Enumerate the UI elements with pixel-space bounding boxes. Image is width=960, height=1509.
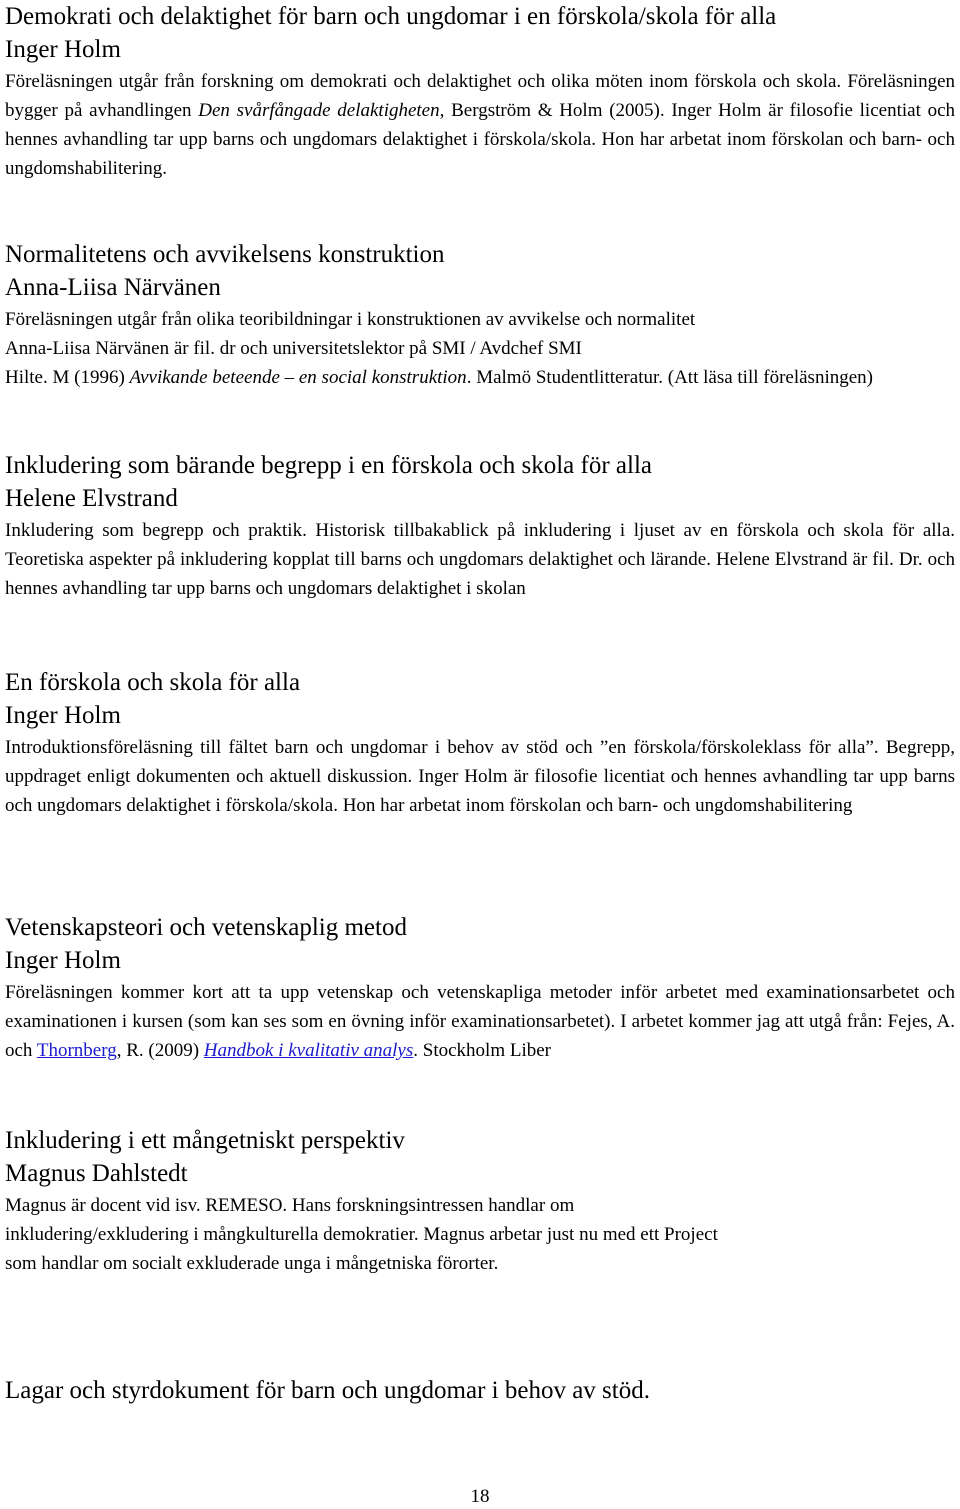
section-title: En förskola och skola för alla <box>5 669 301 696</box>
section-text: Magnus är docent vid isv. REMESO. Hans forskningsintressen handlar om inkludering/exkludering i mångkulturella demokratier. Magnus arbetar just nu med ett Project som handlar om socialt exkluderade unga i mångetniska förorter. <box>5 1195 718 1274</box>
section-text: Föreläsningen utgår från forskning om demokrati och delaktighet och olika möten inom förskola och skola. Föreläsningen bygger på avhandlingen Den svårfångade delaktigheten, Bergström & Holm (2005). Inger Holm är filosofie licentiat och hennes avhandling tar upp barns och ungdomars delaktighet i förskola/skola. Hon har arbetat inom förskolan och barn- och ungdomshabilitering. <box>5 71 956 179</box>
section-author: Inger Holm <box>5 36 121 63</box>
section-title: Normalitetens och avvikelsens konstruktion <box>5 241 445 268</box>
section-demokrati <box>5 0 955 183</box>
section-author: Inger Holm <box>5 947 121 974</box>
section-text: Inkludering som begrepp och praktik. Historisk tillbakablick på inkludering i ljuset av en förskola och skola för alla. Teoretiska aspekter på inkludering kopplat till barns och ungdomars delaktighet och lärande. Helene Elvstrand är fil. Dr. och hennes avhandling tar upp barns och ungdomars delaktighet i skolan <box>5 520 955 599</box>
section-title: Vetenskapsteori och vetenskaplig metod <box>5 914 407 941</box>
section-text: Föreläsningen utgår från olika teoribildningar i konstruktionen av avvikelse och normalitet Anna-Liisa Närvänen är fil. dr och universitetslektor på SMI / Avdchef SMI Hilte. M (1996) Avvikande beteende – en social konstruktion. Malmö Studentlitteratur. (Att läsa till föreläsningen) <box>5 309 873 388</box>
section-text: Föreläsningen kommer kort att ta upp vetenskap och vetenskapliga metoder inför arbetet med examinationsarbetet och examinationen i kursen (som kan ses som en övning inför examinationsarbetet). I arbetet kommer jag att utgå från: Fejes, A. och Thornberg, R. (2009) Handbok i kvalitativ analys. Stockholm Liber <box>5 982 955 1061</box>
section-author: Anna-Liisa Närvänen <box>5 274 221 301</box>
page-number: 18 <box>470 1486 490 1507</box>
section-mangetniskt <box>5 1124 955 1278</box>
handbok-link[interactable]: Handbok i kvalitativ analys <box>203 1040 414 1061</box>
section-author: Magnus Dahlstedt <box>5 1160 188 1187</box>
section-title: Inkludering i ett mångetniskt perspektiv <box>5 1127 405 1154</box>
section-forskola-for-alla <box>5 666 955 820</box>
section-title: Inkludering som bärande begrepp i en förskola och skola för alla <box>5 452 653 479</box>
thornberg-link[interactable]: Thornberg <box>36 1040 117 1061</box>
section-author: Helene Elvstrand <box>5 485 178 512</box>
section-vetenskapsteori <box>5 911 955 1065</box>
section-author: Inger Holm <box>5 702 121 729</box>
section-text: Introduktionsföreläsning till fältet barn och ungdomar i behov av stöd och ”en förskola/förskoleklass för alla”. Begrepp, uppdraget enligt dokumenten och aktuell diskussion. Inger Holm är filosofie licentiat och hennes avhandling tar upp barns och ungdomars delaktighet i förskola/skola. Hon har arbetat inom förskolan och barn- och ungdomshabilitering <box>5 737 955 816</box>
section-inkludering <box>5 449 955 603</box>
section-lagar <box>5 1374 955 1407</box>
section-normalitet <box>5 238 955 392</box>
section-title: Demokrati och delaktighet för barn och ungdomar i en förskola/skola för alla <box>5 3 777 30</box>
section-title: Lagar och styrdokument för barn och ungdomar i behov av stöd. <box>5 1377 650 1404</box>
